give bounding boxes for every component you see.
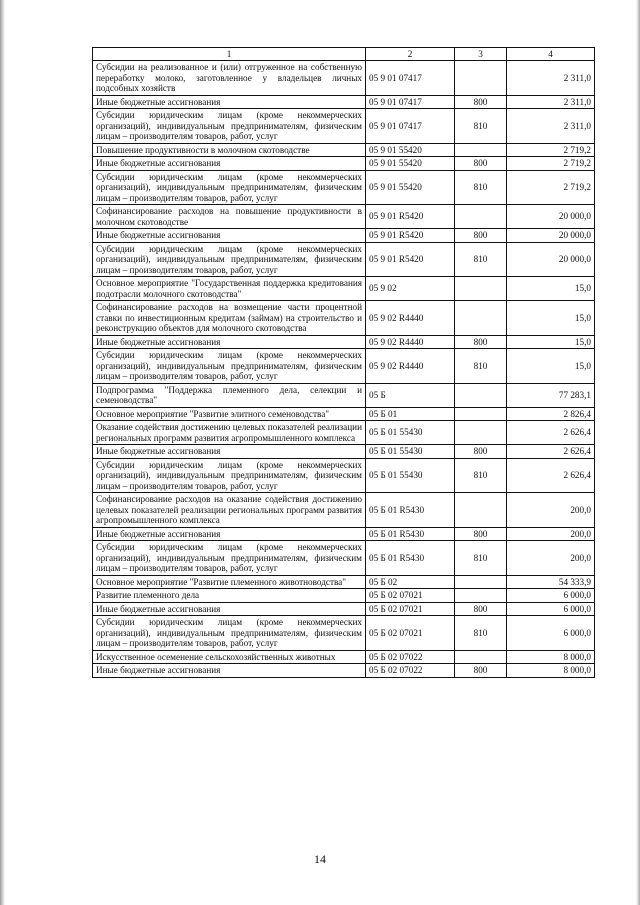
row-name: Субсидии на реализованное и (или) отгруженное на собственную переработку молоко, заготовленное у владельцев личных подсобных хозяйств [93,61,366,96]
table-row [93,458,595,493]
table-row [93,383,595,407]
row-name: Иные бюджетные ассигнования [93,157,366,171]
row-name: Софинансирование расходов на возмещение части процентной ставки по инвестиционным кредитам (займам) на строительство и реконструкцию объектов для молочного скотоводства [93,301,366,336]
budget-table [92,47,595,678]
row-name: Основное мероприятие "Государственная поддержка кредитования подотрасли молочного скотоводства" [93,277,366,301]
table-row [93,61,595,96]
row-expense-type [455,421,507,445]
row-name: Развитие племенного дела [93,589,366,603]
row-code: 05 Б 01 [366,407,455,421]
scan-edge-right [636,0,640,905]
row-amount: 15,0 [507,349,595,384]
row-name: Субсидии юридическим лицам (кроме некоммерческих организаций), индивидуальным предпринимателям, физическим лицам – производителям товаров, работ, услуг [93,616,366,651]
row-amount: 20 000,0 [507,242,595,277]
row-code: 05 9 01 R5420 [366,229,455,243]
row-name: Субсидии юридическим лицам (кроме некоммерческих организаций), индивидуальным предпринимателям, физическим лицам – производителям товаров, работ, услуг [93,170,366,205]
table-row [93,589,595,603]
page-number: 14 [314,852,326,866]
table-row [93,616,595,651]
table-row [93,407,595,421]
row-code: 05 Б 02 [366,575,455,589]
table-row [93,205,595,229]
row-code: 05 9 01 07417 [366,109,455,144]
row-amount: 15,0 [507,277,595,301]
row-expense-type: 810 [455,109,507,144]
row-name: Иные бюджетные ассигнования [93,445,366,459]
row-expense-type: 810 [455,458,507,493]
row-name: Повышение продуктивности в молочном скотоводстве [93,143,366,157]
row-code: 05 9 02 R4440 [366,349,455,384]
table-body [93,61,595,678]
row-name: Оказание содействия достижению целевых показателей реализации региональных программ развития агропромышленного комплекса [93,421,366,445]
row-expense-type: 810 [455,349,507,384]
row-code: 05 Б 01 55430 [366,458,455,493]
row-code: 05 Б [366,383,455,407]
row-amount: 2 719,2 [507,143,595,157]
row-expense-type: 800 [455,664,507,678]
row-code: 05 9 01 55420 [366,157,455,171]
row-code: 05 9 01 R5420 [366,242,455,277]
row-code: 05 Б 01 R5430 [366,527,455,541]
row-expense-type: 810 [455,616,507,651]
row-code: 05 9 02 R4440 [366,301,455,336]
row-amount: 15,0 [507,301,595,336]
row-code: 05 Б 01 55430 [366,421,455,445]
row-expense-type [455,493,507,528]
row-name: Основное мероприятие "Развитие элитного семеноводства" [93,407,366,421]
row-name: Иные бюджетные ассигнования [93,602,366,616]
row-name: Субсидии юридическим лицам (кроме некоммерческих организаций), индивидуальным предпринимателям, физическим лицам – производителям товаров, работ, услуг [93,109,366,144]
row-name: Субсидии юридическим лицам (кроме некоммерческих организаций), индивидуальным предпринимателям, физическим лицам – производителям товаров, работ, услуг [93,458,366,493]
row-code: 05 Б 01 R5430 [366,493,455,528]
row-name: Подпрограмма "Поддержка племенного дела, селекции и семеноводства" [93,383,366,407]
table-row [93,301,595,336]
row-code: 05 Б 02 07021 [366,589,455,603]
row-amount: 77 283,1 [507,383,595,407]
table-header-row [93,48,595,61]
row-expense-type [455,277,507,301]
row-amount: 8 000,0 [507,664,595,678]
row-code: 05 9 01 R5420 [366,205,455,229]
row-amount: 6 000,0 [507,616,595,651]
row-amount: 2 719,2 [507,170,595,205]
row-code: 05 9 02 [366,277,455,301]
row-expense-type: 810 [455,541,507,576]
row-amount: 2 311,0 [507,95,595,109]
row-code: 05 9 01 07417 [366,61,455,96]
table-row [93,335,595,349]
row-name: Иные бюджетные ассигнования [93,664,366,678]
row-expense-type [455,301,507,336]
table-row [93,664,595,678]
row-code: 05 Б 02 07022 [366,650,455,664]
row-amount: 2 626,4 [507,421,595,445]
row-expense-type: 810 [455,170,507,205]
table-row [93,109,595,144]
table-row [93,157,595,171]
row-amount: 2 626,4 [507,458,595,493]
row-name: Искусственное осеменение сельскохозяйственных животных [93,650,366,664]
row-code: 05 Б 01 55430 [366,445,455,459]
table-row [93,541,595,576]
row-expense-type [455,61,507,96]
table-row [93,170,595,205]
row-expense-type: 800 [455,229,507,243]
row-amount: 200,0 [507,527,595,541]
row-expense-type [455,205,507,229]
table-row [93,277,595,301]
row-amount: 20 000,0 [507,229,595,243]
row-expense-type [455,143,507,157]
row-expense-type [455,589,507,603]
row-expense-type: 800 [455,445,507,459]
header-col-3: 3 [455,48,507,61]
row-amount: 200,0 [507,541,595,576]
row-name: Иные бюджетные ассигнования [93,335,366,349]
row-name: Субсидии юридическим лицам (кроме некоммерческих организаций), индивидуальным предпринимателям, физическим лицам – производителям товаров, работ, услуг [93,349,366,384]
row-code: 05 Б 02 07022 [366,664,455,678]
row-code: 05 Б 01 R5430 [366,541,455,576]
row-name: Основное мероприятие "Развитие племенного животноводства" [93,575,366,589]
row-amount: 2 719,2 [507,157,595,171]
row-code: 05 9 01 07417 [366,95,455,109]
header-col-2: 2 [366,48,455,61]
table-row [93,527,595,541]
row-expense-type: 800 [455,602,507,616]
row-amount: 2 826,4 [507,407,595,421]
header-col-1: 1 [93,48,366,61]
table-row [93,242,595,277]
row-amount: 8 000,0 [507,650,595,664]
row-expense-type: 810 [455,242,507,277]
row-expense-type [455,575,507,589]
row-expense-type: 800 [455,527,507,541]
row-code: 05 9 02 R4440 [366,335,455,349]
row-expense-type: 800 [455,95,507,109]
row-name: Субсидии юридическим лицам (кроме некоммерческих организаций), индивидуальным предпринимателям, физическим лицам – производителям товаров, работ, услуг [93,242,366,277]
row-amount: 54 333,9 [507,575,595,589]
row-amount: 15,0 [507,335,595,349]
row-name: Иные бюджетные ассигнования [93,229,366,243]
table-row [93,650,595,664]
row-amount: 2 311,0 [507,109,595,144]
table-row [93,95,595,109]
row-name: Софинансирование расходов на повышение продуктивности в молочном скотоводстве [93,205,366,229]
row-amount: 6 000,0 [507,589,595,603]
table-row [93,493,595,528]
table-row [93,575,595,589]
row-name: Софинансирование расходов на оказание содействия достижению целевых показателей реализации региональных программ развития агропромышленного комплекса [93,493,366,528]
row-name: Иные бюджетные ассигнования [93,527,366,541]
scan-edge-left [0,0,5,905]
row-amount: 2 626,4 [507,445,595,459]
row-expense-type [455,650,507,664]
row-expense-type [455,407,507,421]
row-expense-type [455,383,507,407]
row-name: Иные бюджетные ассигнования [93,95,366,109]
header-col-4: 4 [507,48,595,61]
row-amount: 2 311,0 [507,61,595,96]
row-code: 05 Б 02 07021 [366,616,455,651]
row-name: Субсидии юридическим лицам (кроме некоммерческих организаций), индивидуальным предпринимателям, физическим лицам – производителям товаров, работ, услуг [93,541,366,576]
row-expense-type: 800 [455,157,507,171]
table-row [93,143,595,157]
row-code: 05 Б 02 07021 [366,602,455,616]
table-row [93,229,595,243]
row-amount: 6 000,0 [507,602,595,616]
row-amount: 200,0 [507,493,595,528]
table-row [93,349,595,384]
table-row [93,421,595,445]
table-row [93,602,595,616]
table-row [93,445,595,459]
row-code: 05 9 01 55420 [366,170,455,205]
row-expense-type: 800 [455,335,507,349]
row-amount: 20 000,0 [507,205,595,229]
row-code: 05 9 01 55420 [366,143,455,157]
